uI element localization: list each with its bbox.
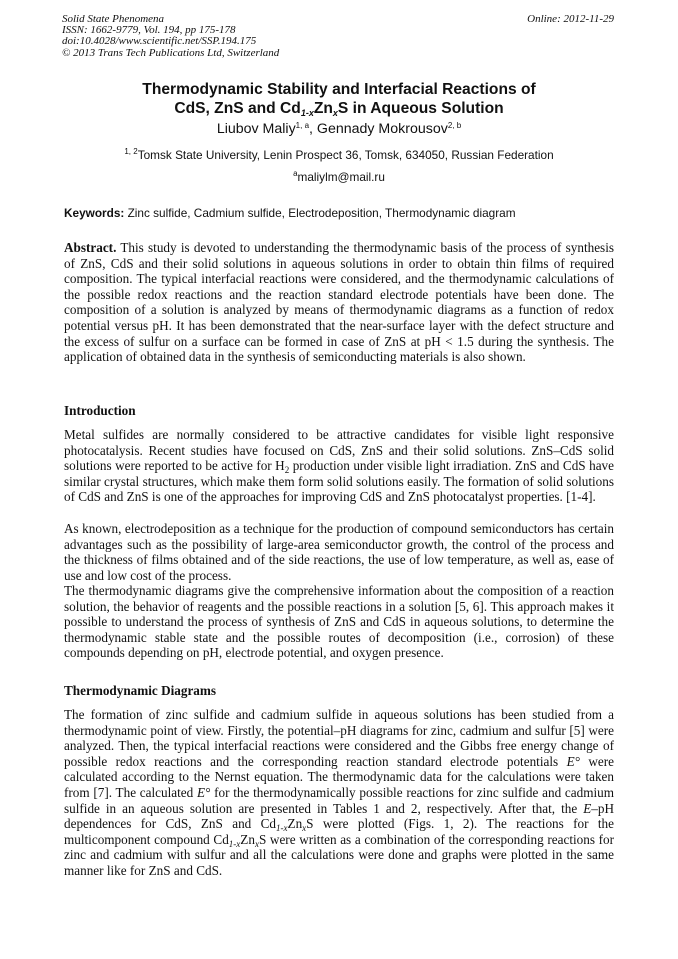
subscript: x — [302, 823, 307, 834]
journal-name: Solid State Phenomena — [62, 13, 165, 25]
title-line-2 — [0, 99, 678, 118]
author-separator: , — [309, 121, 317, 137]
title-text: CdS, ZnS and Cd — [174, 100, 301, 117]
affiliation-mark: 1, 2 — [124, 147, 138, 156]
subscript: 1-x — [228, 838, 241, 849]
author-affiliation-mark: 2, b — [447, 121, 462, 130]
paragraph-text: production under visible light irradiation. ZnS and CdS have similar crystal structures, which make them form solid solutions easily. The formation of solid solutions of CdS and ZnS is one of the approaches for improving CdS and ZnS photocatalyst properties. [1-4]. — [64, 458, 615, 505]
paragraph-text: were calculated according to the Nernst equation. The thermodynamic data for the calculations were taken from [7]. The calculated — [64, 753, 614, 800]
abstract-label: Abstract. — [64, 240, 117, 255]
paper-title — [0, 80, 678, 118]
subscript: 1-x — [276, 823, 288, 834]
keywords-label: Keywords: — [64, 206, 125, 220]
keywords-text: Zinc sulfide, Cadmium sulfide, Electrodeposition, Thermodynamic diagram — [124, 206, 516, 220]
author-affiliation-mark: 1, a — [295, 121, 310, 130]
symbol: E — [583, 800, 592, 816]
paragraph-text: for the thermodynamically possible reactions for zinc sulfide and cadmium sulfide in an aqueous solution are presented in Tables 1 and 2, respectively. After that, the — [64, 784, 614, 816]
intro-paragraph — [64, 427, 614, 505]
paragraph-text: S were plotted (Figs. 1, 2). The reactions for the multicomponent compound Cd — [64, 816, 614, 847]
subscript: 2 — [284, 465, 290, 476]
journal-header — [62, 14, 279, 59]
paragraph-text: Zn — [287, 816, 303, 832]
paragraph-text: The formation of zinc sulfide and cadmium sulfide in aqueous solutions has been studied from a thermodynamic point of view. Firstly, the potential–pH diagrams for zinc, cadmium and sulfur [5] were analyzed. Then, the typical interfacial reactions were considered and the Gibbs free energy change of possible redox reactions and the corresponding reaction standard electrode potentials — [64, 707, 614, 769]
issn-line: ISSN: 1662-9779, Vol. 194, pp 175-178 — [62, 24, 236, 37]
intro-paragraph: As known, electrodeposition as a technique for the production of compound semiconductors has certain advantages such as the possibility of large-area semiconductor growth, the control of the process and the thickness of films obtained and of the side reactions, the use of low temperature, as well as, ease of use and low cost of the process. — [64, 521, 614, 583]
thermo-paragraph — [64, 707, 614, 879]
title-subscript: 1-x — [300, 108, 314, 118]
abstract — [64, 240, 614, 365]
title-subscript: x — [332, 108, 338, 118]
abstract-text: This study is devoted to understanding the thermodynamic basis of the process of synthesis of ZnS, CdS and their solid solutions in aqueous solutions in order to obtain thin films of required composition. The typical interfacial reactions were considered, and the thermodynamic calculations of the possible redox reactions and the reaction standard electrode potentials have been done. The composition of a solution is analyzed by means of thermodynamic diagrams as a function of redox potential versus pH. It has been demonstrated that the near-surface layer with the defect structure and the excess of sulfur on a surface can be formed in case of ZnS at pH < 1.5 during the synthesis. The application of obtained data in the synthesis of semiconducting materials is also shown. — [64, 240, 614, 365]
affiliation-text: Tomsk State University, Lenin Prospect 36, Tomsk, 634050, Russian Federation — [137, 148, 554, 162]
section-heading-introduction: Introduction — [64, 403, 136, 418]
email-link[interactable]: maliylm@mail.ru — [297, 170, 385, 184]
subscript: x — [254, 838, 259, 849]
author-email — [0, 170, 678, 184]
online-date: Online: 2012-11-29 — [527, 13, 614, 25]
intro-paragraph: The thermodynamic diagrams give the comprehensive information about the composition of a reaction solution, the behavior of reagents and the possible reactions in a solution [5, 6]. This approach makes it possible to understand the process of synthesis of ZnS and CdS in aqueous solutions, to determine the thermodynamic stable state and the possible routes of decomposition (i.e., corrosion) of these compounds depending on pH, electrode potential, and oxygen presence. — [64, 583, 614, 661]
author-name: Gennady Mokrousov — [316, 121, 448, 137]
paragraph-text: –pH dependences for CdS, ZnS and Cd — [64, 800, 614, 832]
keywords — [64, 206, 516, 220]
affiliation — [0, 148, 678, 162]
paragraph-text: Metal sulfides are normally considered to be attractive candidates for visible light responsive photocatalysis. Recent studies have focused on CdS, ZnS and their solid solutions. ZnS–CdS solid solutions were reported to be active for H — [64, 427, 614, 474]
paragraph-text: S were written as a combination of the corresponding reactions for zinc and cadmium with sulfur and all the calculations were done and graphs were plotted in the same manner like for ZnS and CdS. — [64, 831, 614, 878]
symbol: E° — [566, 753, 580, 769]
symbol: E° — [197, 784, 211, 800]
title-line-1: Thermodynamic Stability and Interfacial Reactions of — [142, 81, 536, 98]
paragraph-text: Zn — [240, 831, 255, 847]
author-list — [0, 120, 678, 138]
title-text: S in Aqueous Solution — [337, 100, 504, 117]
doi-line: doi:10.4028/www.scientific.net/SSP.194.175 — [62, 35, 257, 48]
email-mark: a — [293, 169, 298, 178]
author-name: Liubov Maliy — [216, 121, 296, 137]
title-text: Zn — [313, 100, 333, 117]
section-heading-thermodynamic-diagrams: Thermodynamic Diagrams — [64, 683, 217, 698]
copyright-line: © 2013 Trans Tech Publications Ltd, Switzerland — [62, 46, 280, 59]
